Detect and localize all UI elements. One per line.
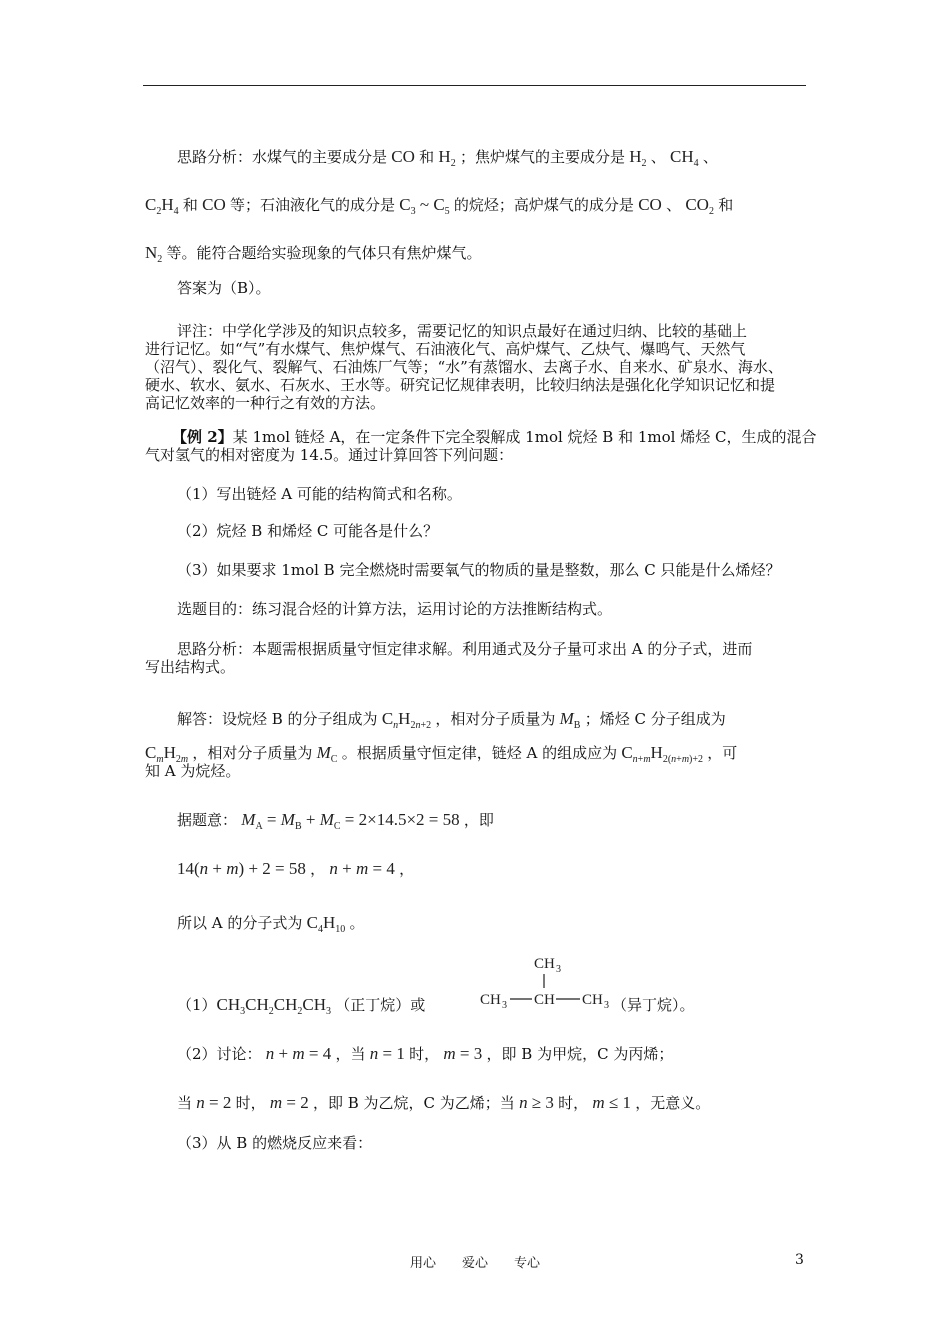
page-footer: 用心 爱心 专心: [409, 1256, 540, 1271]
text: 、: [666, 196, 682, 214]
text: ，可: [707, 744, 738, 762]
text: 解答：设烷烃 B 的分子组成为: [177, 710, 378, 728]
comment-line-5: 高记忆效率的一种行之有效的方法。: [145, 394, 386, 412]
part3-line: （3）从 B 的燃烧反应来看：: [177, 1134, 373, 1152]
analysis2-line-1: 思路分析：本题需根据质量守恒定律求解。利用通式及分子量可求出 A 的分子式，进而: [177, 640, 753, 658]
text: （正丁烷）或: [335, 996, 426, 1014]
text: 时，: [558, 1094, 589, 1112]
text: ；烯烃 C 分子组成为: [584, 710, 726, 728]
svg-text:3: 3: [502, 1000, 507, 1010]
svg-text:3: 3: [604, 1000, 609, 1010]
text: 、: [650, 148, 666, 166]
text: 思路分析：水煤气的主要成分是: [177, 148, 388, 166]
isobutane-label: （异丁烷）。: [612, 996, 695, 1014]
text: 某 1mol 链烃 A，在一定条件下完全裂解成 1mol 烷烃 B 和 1mol 烯烃 C，生成的混合: [232, 428, 817, 446]
example-line-1: [172, 428, 816, 446]
discussion-line-1: （2）讨论： n + m = 4 ，当 n = 1 时， m = 3 ，即 B 为甲烷，C 为丙烯；: [177, 1044, 674, 1063]
text: ，即 B 为甲烷，C 为丙烯；: [486, 1045, 674, 1063]
comment-line-1: 评注：中学化学涉及的知识点较多，需要记忆的知识点最好在通过归纳、比较的基础上: [177, 322, 748, 340]
svg-text:CH: CH: [582, 992, 603, 1008]
purpose-line: 选题目的：练习混合烃的计算方法，运用讨论的方法推断结构式。: [177, 600, 613, 618]
text: 、: [702, 148, 718, 166]
question-1: （1）写出链烃 A 可能的结构简式和名称。: [177, 485, 462, 503]
text: 和: [419, 148, 435, 166]
example-line-2: 气对氢气的相对密度为 14.5。通过计算回答下列问题：: [145, 446, 514, 464]
text: 时，: [235, 1094, 266, 1112]
text: ，: [310, 860, 326, 878]
solution-line-2: $C_mH_{2m}$ ，相对分子质量为 $M_C$ 。根据质量守恒定律，链烃 A 的组成应为 $C_{n+m}H_{2(n+m)+2}$ ，可: [145, 743, 738, 765]
comment-line-2: 进行记忆。如“气”有水煤气、焦炉煤气、石油液化气、高炉煤气、乙炔气、爆鸣气、天然气: [145, 340, 746, 358]
page-number: 3: [795, 1252, 804, 1268]
discussion-line-2: 当 n = 2 时， m = 2 ，即 B 为乙烷，C 为乙烯；当 n ≥ 3 时， m ≤ 1 ，无意义。: [177, 1093, 711, 1112]
analysis-line-3: $N_2$ 等。能符合题给实验现象的气体只有焦炉煤气。: [145, 243, 482, 265]
header-rule: [143, 85, 806, 86]
text: ，无意义。: [635, 1094, 711, 1112]
analysis2-line-2: 写出结构式。: [145, 658, 236, 676]
text: 等；石油液化气的成分是: [230, 196, 396, 214]
question-3: （3）如果要求 1mol B 完全燃烧时需要氧气的物质的量是整数，那么 C 只能是什么烯烃？: [177, 561, 781, 579]
text: 时，: [409, 1045, 440, 1063]
solution-line-3: 知 A 为烷烃。: [145, 762, 241, 780]
text: 。: [349, 914, 365, 932]
comment-line-4: 硬水、软水、氨水、石灰水、王水等。研究记忆规律表明，比较归纳法是强化化学知识记忆和提: [145, 376, 776, 394]
analysis-line-1: 思路分析：水煤气的主要成分是 CO 和 $H_2$ ；焦炉煤气的主要成分是 $H_2$ 、 $CH_4$ 、: [177, 147, 718, 169]
text: ，即: [463, 811, 494, 829]
text: ，: [399, 860, 415, 878]
text: 和: [718, 196, 734, 214]
text: ；焦炉煤气的主要成分是: [459, 148, 625, 166]
text: 和: [182, 196, 198, 214]
text: 的烷烃；高炉煤气的成分是: [453, 196, 634, 214]
text: ，即 B 为乙烷，C 为乙烯；当: [313, 1094, 515, 1112]
equation-line-2: 14(n + m) + 2 = 58 ， n + m = 4 ，: [177, 859, 415, 878]
text: （1）: [177, 996, 217, 1014]
text: 。根据质量守恒定律，链烃 A 的组成应为: [341, 744, 618, 762]
formula-line: 所以 A 的分子式为 $C_4H_{10}$ 。: [177, 913, 365, 935]
svg-text:CH: CH: [480, 992, 501, 1008]
text: 据题意：: [177, 811, 238, 829]
answer-line: 答案为（B）。: [177, 279, 271, 297]
text: 所以 A 的分子式为: [177, 914, 303, 932]
text: （2）讨论：: [177, 1045, 262, 1063]
example-label: 【例 2】: [172, 428, 233, 446]
equation-line-1: 据题意： $M_A = M_B + M_C = 2\times 14.5\times 2 = 58$ ，即: [177, 810, 494, 832]
svg-text:3: 3: [556, 964, 561, 975]
svg-text:CH: CH: [534, 992, 555, 1008]
analysis-line-2: $C_2H_4$ 和 CO 等；石油液化气的成分是 $C_3$ ~ $C_5$ 的烷烃；高炉煤气的成分是 CO 、 $CO_2$ 和: [145, 195, 734, 217]
question-2: （2）烷烃 B 和烯烃 C 可能各是什么？: [177, 522, 439, 540]
comment-line-3: （沼气）、裂化气、裂解气、石油炼厂气等；“水”有蒸馏水、去离子水、自来水、矿泉水、海水、: [145, 358, 783, 376]
text: 当: [177, 1094, 193, 1112]
text: ，相对分子质量为: [435, 710, 556, 728]
text: ，当: [335, 1045, 366, 1063]
solution-line-1: 解答：设烷烃 B 的分子组成为 $C_nH_{2n+2}$ ，相对分子质量为 $M_B$ ；烯烃 C 分子组成为: [177, 709, 726, 731]
text: 等。能符合题给实验现象的气体只有焦炉煤气。: [166, 244, 482, 262]
isomer-line: $(1)CH_3CH_2CH_2CH_3$ （正丁烷）或: [177, 995, 426, 1017]
svg-text:CH: CH: [534, 956, 555, 972]
text: ，相对分子质量为: [192, 744, 313, 762]
